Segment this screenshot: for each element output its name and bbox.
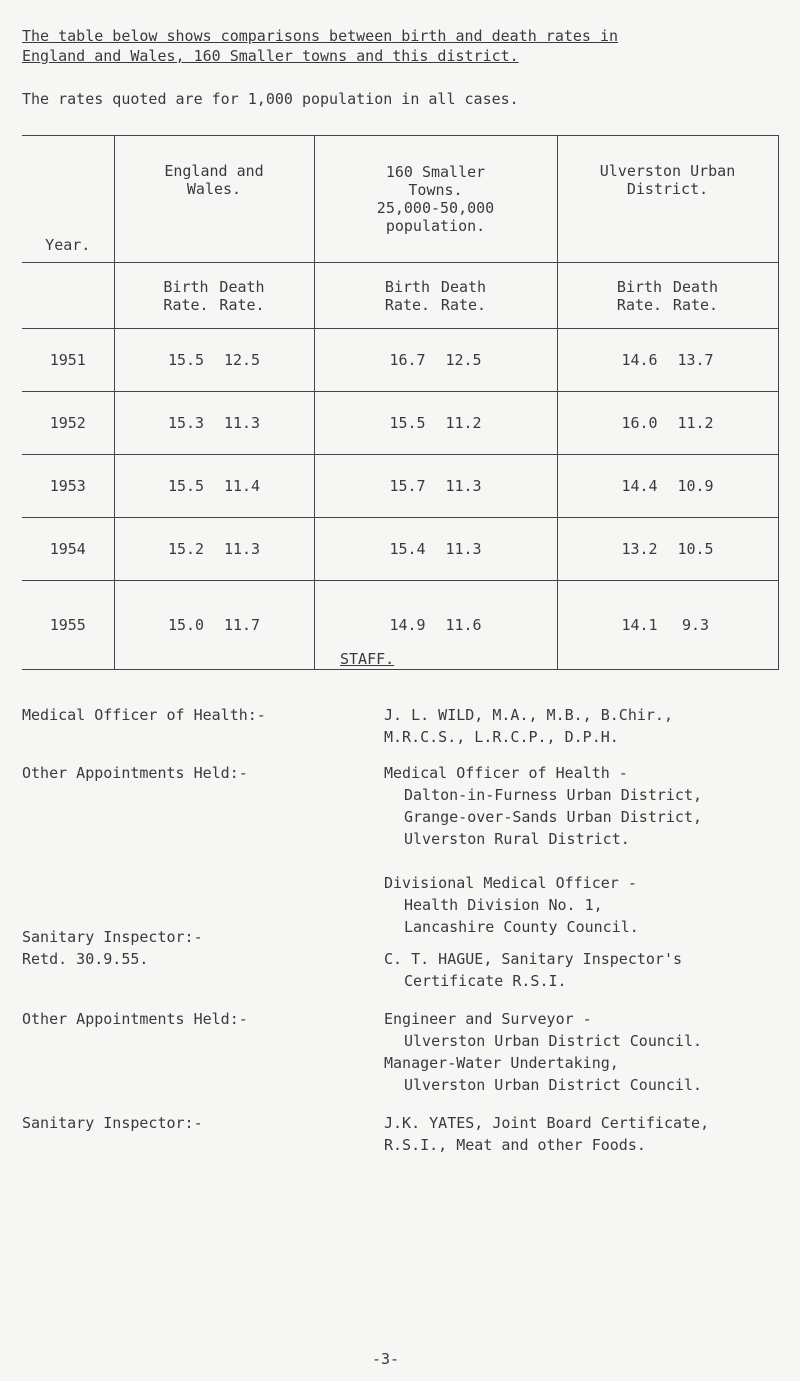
header-line: 160 Smaller [385,163,486,181]
death-rate-value: 11.3 [223,414,261,432]
death-rate-value: 13.7 [677,351,714,369]
birth-rate-value: 16.7 [389,351,426,369]
rate-label: Rate. [440,295,487,314]
table-row [22,455,778,518]
rate-cell [114,518,314,581]
rate-cell [557,455,778,518]
table-row [22,518,778,581]
year-cell: 1953 [22,455,114,518]
subheader-blank [22,263,114,329]
year-header: Year. [22,136,114,263]
death-rate-value: 11.4 [223,477,261,495]
rate-cell [314,329,557,392]
birth-rate-value: 14.6 [621,351,658,369]
appointment-line: Health Division No. 1, [404,896,603,914]
intro-text [22,26,722,66]
subheader-ulverston [557,263,778,329]
rate-cell [314,518,557,581]
death-rate-value: 10.9 [677,477,714,495]
birth-rate-value: 15.0 [167,616,205,634]
sanitary-inspector-label: Sanitary Inspector:- [22,1114,203,1132]
staff-other-appointments-1 [22,762,782,938]
page-number: -3- [372,1350,400,1368]
rate-label: Rate. [163,295,209,314]
rate-label: Rate. [672,295,719,314]
appointment-line: Ulverston Urban District Council. [404,1076,703,1094]
staff-section [22,704,782,1156]
appointment-line: Divisional Medical Officer - [384,874,637,892]
staff-moh [22,704,782,748]
death-rate-value: 11.3 [223,540,261,558]
birth-rate-value: 14.9 [389,616,426,634]
rate-cell [557,329,778,392]
death-rate-value: 11.3 [445,540,482,558]
birth-label: Birth [384,277,431,296]
birth-rate-value: 15.7 [389,477,426,495]
death-rate-value: 10.5 [677,540,714,558]
birth-rate-value: 13.2 [621,540,658,558]
rate-cell [314,455,557,518]
subheader-england-wales [114,263,314,329]
death-rate-value: 11.2 [445,414,482,432]
moh-qualifications: M.R.C.S., L.R.C.P., D.P.H. [384,728,619,746]
birth-rate-value: 15.3 [167,414,205,432]
inspector-name: C. T. HAGUE, Sanitary Inspector's [384,950,683,968]
staff-sanitary-inspector-2 [22,1112,782,1156]
intro-line-2: England and Wales, 160 Smaller towns and this district. [22,47,519,65]
staff-title: STAFF. [340,650,395,668]
year-cell: 1951 [22,329,114,392]
rate-cell [114,392,314,455]
rate-cell [557,392,778,455]
staff-sanitary-inspector-1 [22,926,782,992]
birth-rate-value: 14.1 [621,616,658,634]
birth-rate-value: 16.0 [621,414,658,432]
death-label: Death [440,277,487,296]
year-cell: 1954 [22,518,114,581]
appointment-line: Ulverston Rural District. [404,830,630,848]
rate-label: Rate. [616,295,663,314]
appointment-line: Dalton-in-Furness Urban District, [404,786,703,804]
death-rate-value: 9.3 [681,616,710,634]
header-line: Towns. [408,181,463,199]
death-rate-value: 11.6 [445,616,482,634]
header-line: England and [164,162,264,180]
retirement-note: Retd. 30.9.55. [22,950,149,968]
inspector-certificate: Certificate R.S.I. [404,972,567,990]
header-line: population. [385,217,486,235]
inspector-name: J.K. YATES, Joint Board Certificate, [384,1114,710,1132]
rate-cell [557,518,778,581]
header-smaller-towns [314,136,557,263]
table-row [22,329,778,392]
appointment-line: Engineer and Surveyor - [384,1010,592,1028]
header-line: District. [626,180,709,198]
birth-rate-value: 15.5 [167,351,205,369]
table-row [22,581,778,670]
birth-rate-value: 14.4 [621,477,658,495]
appointment-line: Grange-over-Sands Urban District, [404,808,703,826]
birth-label: Birth [616,277,663,296]
other-appointments-label: Other Appointments Held:- [22,1010,248,1028]
death-rate-value: 12.5 [223,351,261,369]
rate-cell [114,455,314,518]
death-label: Death [219,277,265,296]
rate-cell [114,581,314,670]
intro-line-1: The table below shows comparisons between birth and death rates in [22,27,619,45]
birth-label: Birth [163,277,209,296]
rate-cell [314,392,557,455]
birth-rate-value: 15.4 [389,540,426,558]
header-line: Wales. [186,180,242,198]
table-header-row [22,136,778,263]
header-england-wales [114,136,314,263]
appointment-line: Lancashire County Council. [404,918,639,936]
table-row [22,392,778,455]
moh-label: Medical Officer of Health:- [22,706,266,724]
table-subheader-row [22,263,778,329]
death-rate-value: 11.7 [223,616,261,634]
staff-other-appointments-2 [22,1008,782,1096]
death-rate-value: 11.3 [445,477,482,495]
year-cell: 1955 [22,581,114,670]
appointment-line: Manager-Water Undertaking, [384,1054,619,1072]
appointment-line: Medical Officer of Health - [384,764,628,782]
rate-label: Rate. [384,295,431,314]
rates-table [22,135,779,670]
rates-note: The rates quoted are for 1,000 population in all cases. [22,90,519,108]
birth-rate-value: 15.5 [389,414,426,432]
death-label: Death [672,277,719,296]
rate-cell [114,329,314,392]
header-line: 25,000-50,000 [376,199,495,217]
appointment-line: Ulverston Urban District Council. [404,1032,703,1050]
rate-label: Rate. [219,295,265,314]
rate-cell [557,581,778,670]
moh-name: J. L. WILD, M.A., M.B., B.Chir., [384,706,673,724]
death-rate-value: 12.5 [445,351,482,369]
header-line: Ulverston Urban [599,162,736,180]
birth-rate-value: 15.5 [167,477,205,495]
subheader-smaller-towns [314,263,557,329]
inspector-certificate: R.S.I., Meat and other Foods. [384,1136,646,1154]
birth-rate-value: 15.2 [167,540,205,558]
sanitary-inspector-label: Sanitary Inspector:- [22,928,203,946]
year-cell: 1952 [22,392,114,455]
other-appointments-label: Other Appointments Held:- [22,764,248,782]
death-rate-value: 11.2 [677,414,714,432]
header-ulverston [557,136,778,263]
